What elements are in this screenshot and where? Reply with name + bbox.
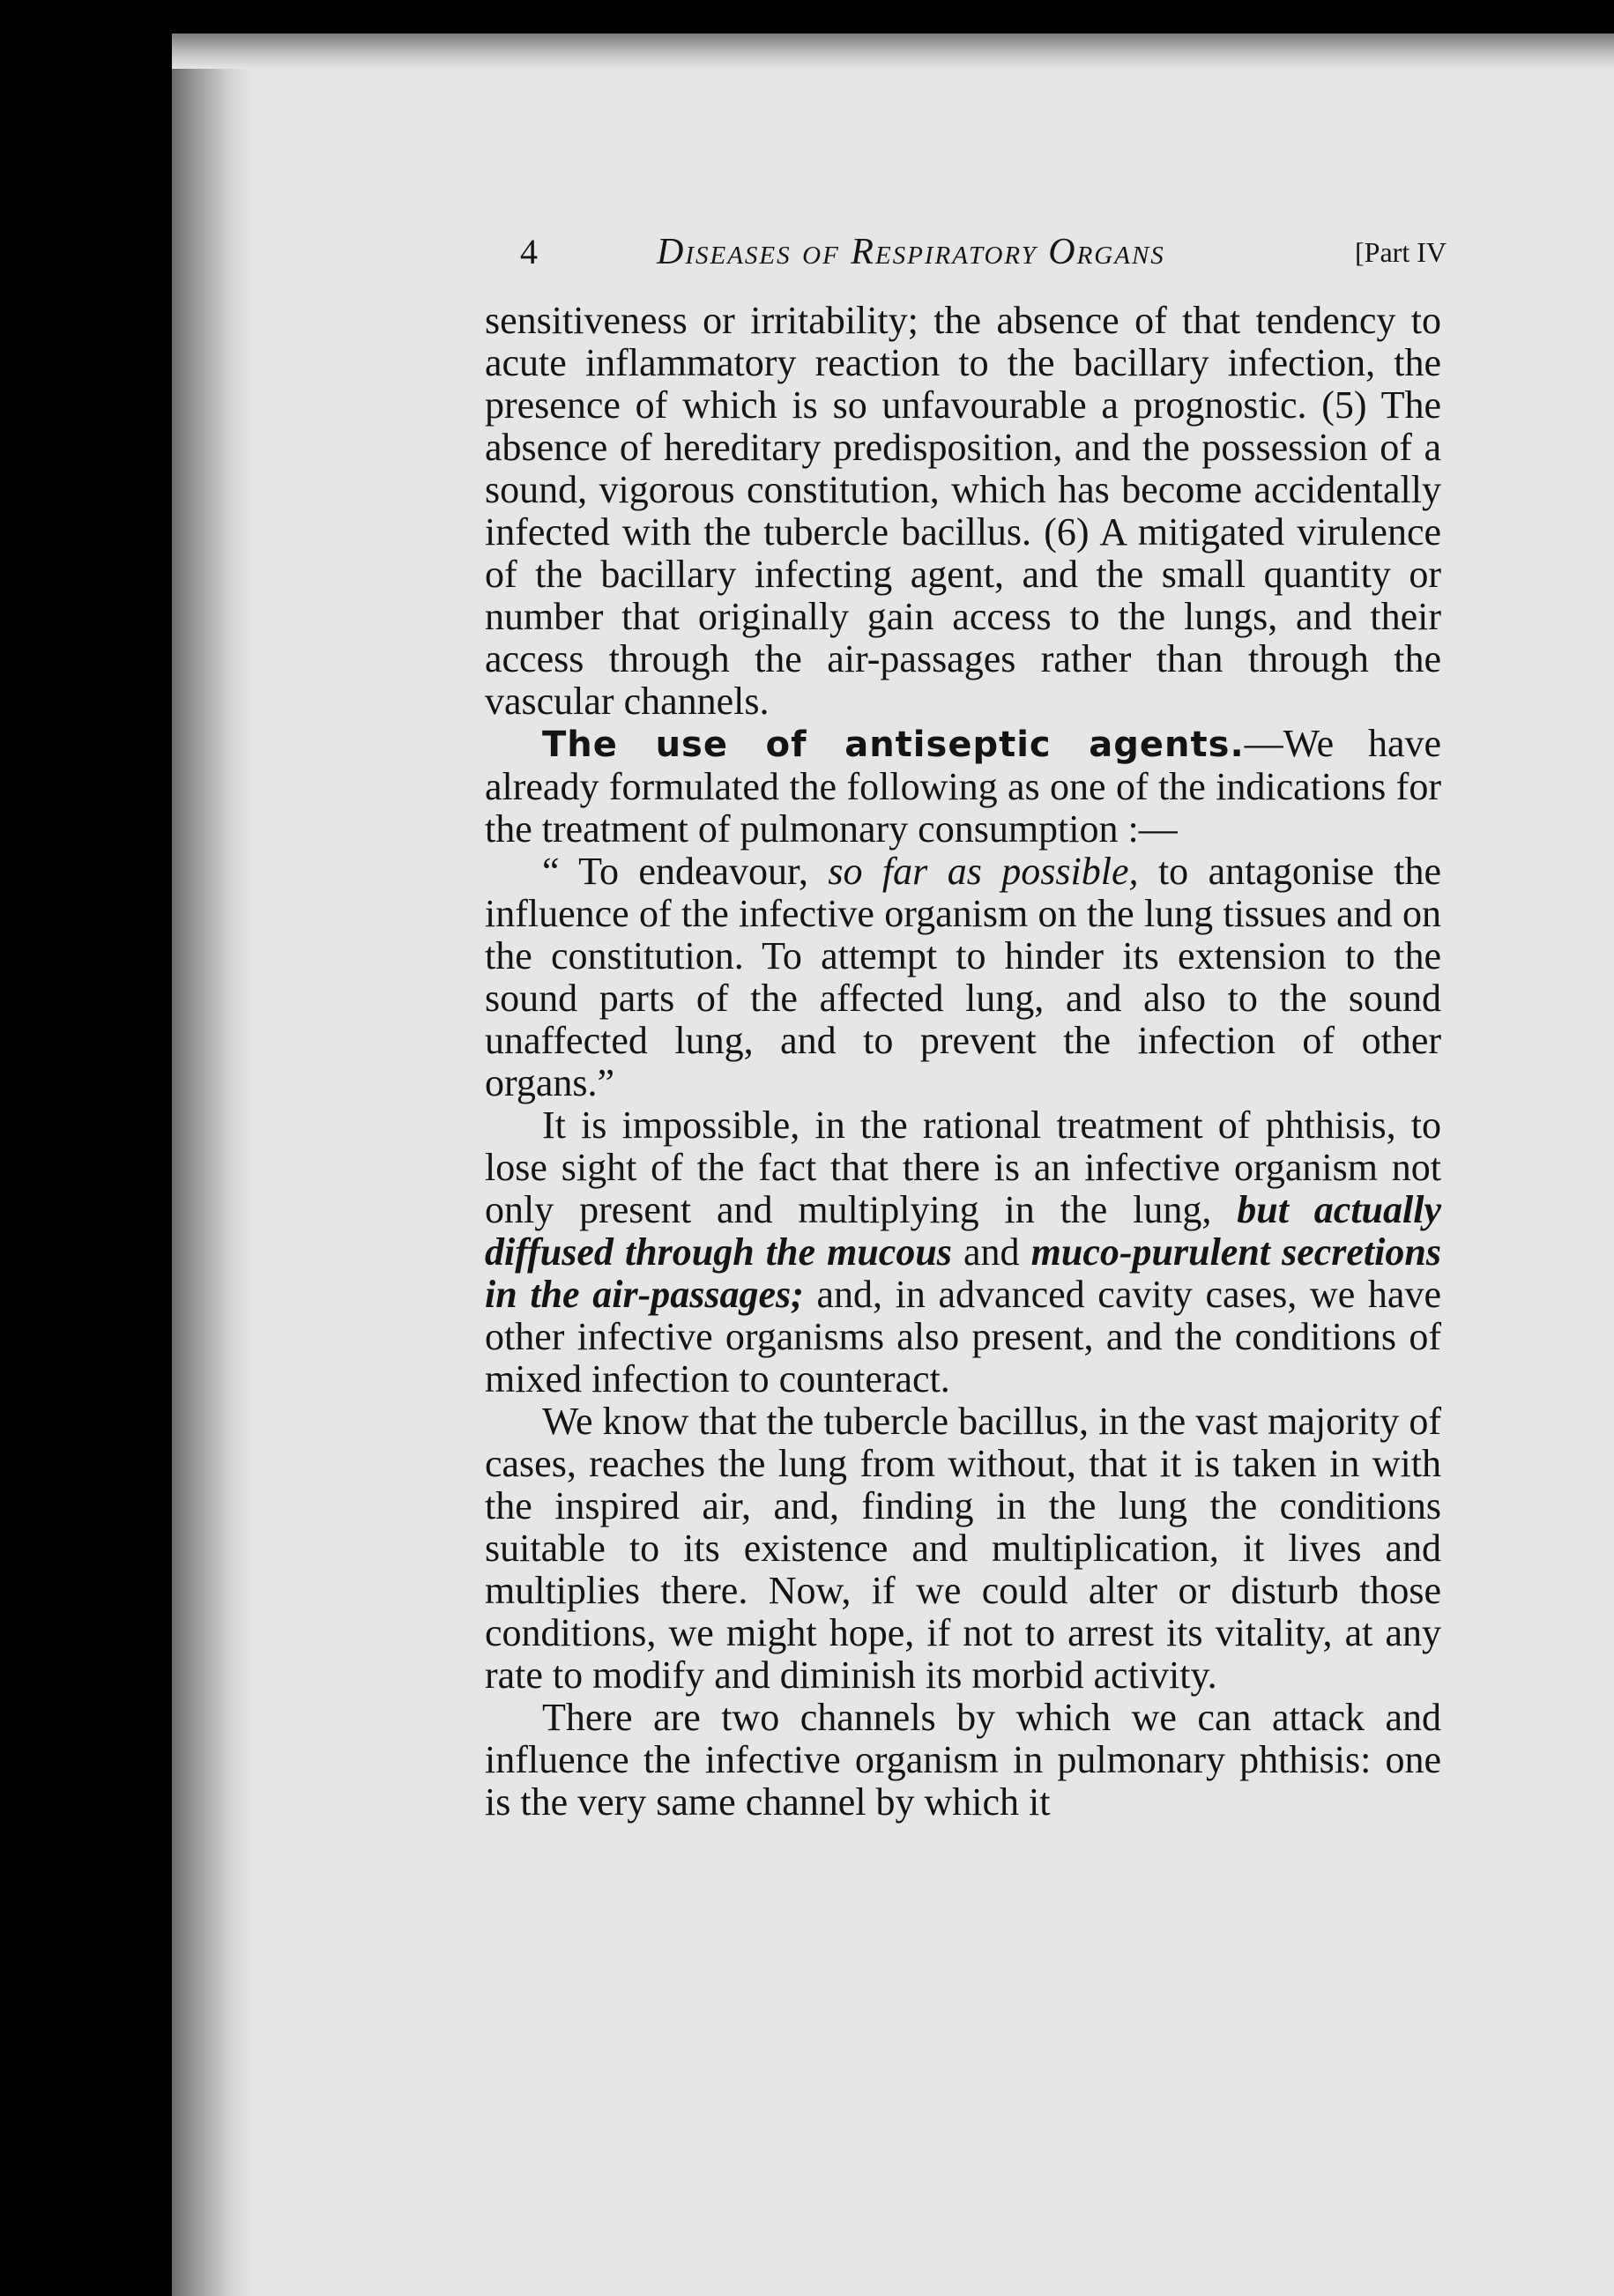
quote-emphasis: so far as possible, [828,850,1139,893]
paragraph-4-emphasis-2: muco-purulent secretions in the air-passages; [485,1230,1441,1316]
paragraph-4 [485,1104,1441,1401]
body-text [485,300,1441,1824]
paragraph-4-part-c: and, in advanced cavity cases, we have other infective organisms also present, and the conditions of mixed infection to counteract. [485,1273,1441,1401]
paragraph-5: We know that the tubercle bacillus, in the vast majority of cases, reaches the lung from without, that it is taken in with the inspired air, and, finding in the lung the conditions suitable to its existence and multiplication, it lives and multiplies there. Now, if we could alter or disturb those conditions, we might hope, if not to arrest its vitality, at any rate to modify and diminish its morbid activity. [485,1400,1441,1697]
part-label: [Part IV [1355,236,1447,268]
paragraph-4-part-b: and [951,1230,1031,1274]
paragraph-1: sensitiveness or irritability; the absence of that tendency to acute inflammatory reaction to the bacillary infection, the presence of which is so unfavourable a prognostic. (5) The absence of hereditary predisposition, and the possession of a sound, vigorous constitution, which has become accidentally infected with the tubercle bacillus. (6) A mitigated virulence of the bacillary infecting agent, and the small quantity or number that originally gain access to the lungs, and their access through the air-passages rather than through the vascular channels. [485,299,1441,723]
page-top-edge [172,33,1614,69]
paragraph-4-part-a: It is impossible, in the rational treatment of phthisis, to lose sight of the fact that there is an infective organism not only present and multiplying in the lung, [485,1103,1441,1231]
page-number: 4 [520,232,538,271]
paragraph-2-body: —We have already formulated the following as one of the indications for the treatment of pulmonary consumption :— [485,722,1441,851]
quote-body: to antagonise the influence of the infective organism on the lung tissues and on the constitution. To attempt to hinder its extension to the sound parts of the affected lung, and also to the sound unaffected lung, and to prevent the infection of other organs.” [485,850,1441,1104]
quote-open: “ To endeavour, [542,850,829,893]
running-title: Diseases of Respiratory Organs [657,232,1165,272]
paragraph-4-emphasis-1: but actually diffused through the mucous [485,1188,1441,1274]
section-heading: The use of antiseptic agents. [542,724,1245,765]
page-header [494,231,1454,284]
paragraph-2 [485,723,1441,851]
paragraph-6: There are two channels by which we can attack and influence the infective organism in pulmonary phthisis: one is the very same channel by which it [485,1696,1441,1824]
paragraph-3-quotation [485,851,1441,1104]
binding-shadow [172,33,251,2296]
